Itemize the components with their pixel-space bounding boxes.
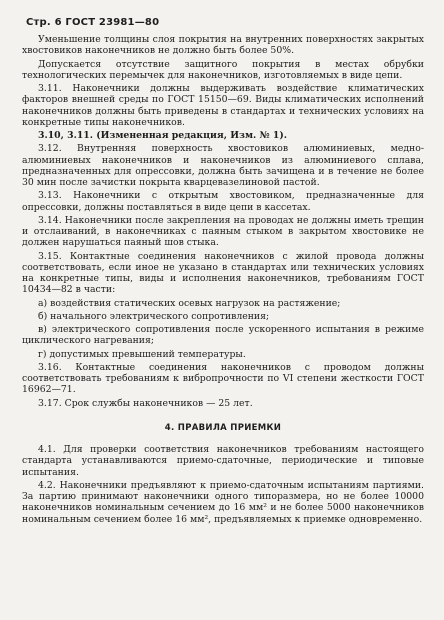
paragraph: 3.14. Наконечники после закрепления на проводах не должны иметь трещин и отслаиваний, в наконечниках с паяным стыком в закрытом хвостовике не должен нарушаться паяный шов стыка. (22, 214, 424, 249)
paragraph: 3.17. Срок службы наконечников — 25 лет. (38, 397, 253, 409)
document-body (22, 34, 424, 527)
paragraph: 3.15. Контактные соединения наконечников с жилой провода должны соответствовать, если иное не указано в стандартах или технических условиях на конкретные типы, виды и исполнения наконечников, требованиям ГОСТ 10434—82 в части: (22, 250, 424, 296)
paragraph: 4.2. Наконечники предъявляют к приемо-сдаточным испытаниям партиями. За партию принимают наконечники одного типоразмера, но не более 10000 наконечников номинальным сечением до 16 мм² и не более 5000 наконечников номинальным сечением более 16 мм², предъявляемых к приемке одновременно. (22, 479, 424, 525)
paragraph: Допускается отсутствие защитного покрытия в местах обрубки технологических перемычек для наконечников, изготовляемых в виде цепи. (22, 58, 424, 81)
list-item: г) допустимых превышений температуры. (38, 348, 246, 360)
list-item: в) электрического сопротивления после ускоренного испытания в режиме циклического нагревания; (22, 324, 424, 347)
paragraph: 3.11. Наконечники должны выдерживать воздействие климатических факторов внешней среды по ГОСТ 15150—69. Виды климатических исполнений наконечников должны быть приведены в стандартах и технических условиях на конкретные типы наконечников. (22, 83, 424, 128)
paragraph: 4.1. Для проверки соответствия наконечников требованиям настоящего стандарта устанавливаются приемо-сдаточные, периодические и типовые испытания. (22, 444, 424, 478)
list-item: а) воздействия статических осевых нагрузок на растяжение; (38, 297, 341, 309)
page-header: Стр. 6 ГОСТ 23981—80 (26, 17, 160, 28)
paragraph: 3.13. Наконечники с открытым хвостовиком, предназначенные для опрессовки, должны поставляться в виде цепи в кассетах. (22, 190, 424, 213)
list-item: б) начального электрического сопротивления; (38, 310, 270, 322)
paragraph: Уменьшение толщины слоя покрытия на внутренних поверхностях закрытых хвостовиков наконечников не должно быть более 50%. (22, 34, 424, 57)
amendment-note: 3.10, 3.11. (Измененная редакция, Изм. № 1). (38, 130, 287, 141)
paragraph: 3.12. Внутренняя поверхность хвостовиков алюминиевых, медно-алюминиевых наконечников и наконечников из алюминиевого сплава, предназначенных для опрессовки, должна быть зачищена и в течение не более 30 мин после зачистки покрыта кварцевазелиновой пастой. (22, 143, 424, 188)
section-title: 4. ПРАВИЛА ПРИЕМКИ (164, 422, 282, 433)
paragraph: 3.16. Контактные соединения наконечников с проводом должны соответствовать требованиям к вибропрочности по VI степени жесткости ГОСТ 16962—71. (22, 361, 424, 396)
